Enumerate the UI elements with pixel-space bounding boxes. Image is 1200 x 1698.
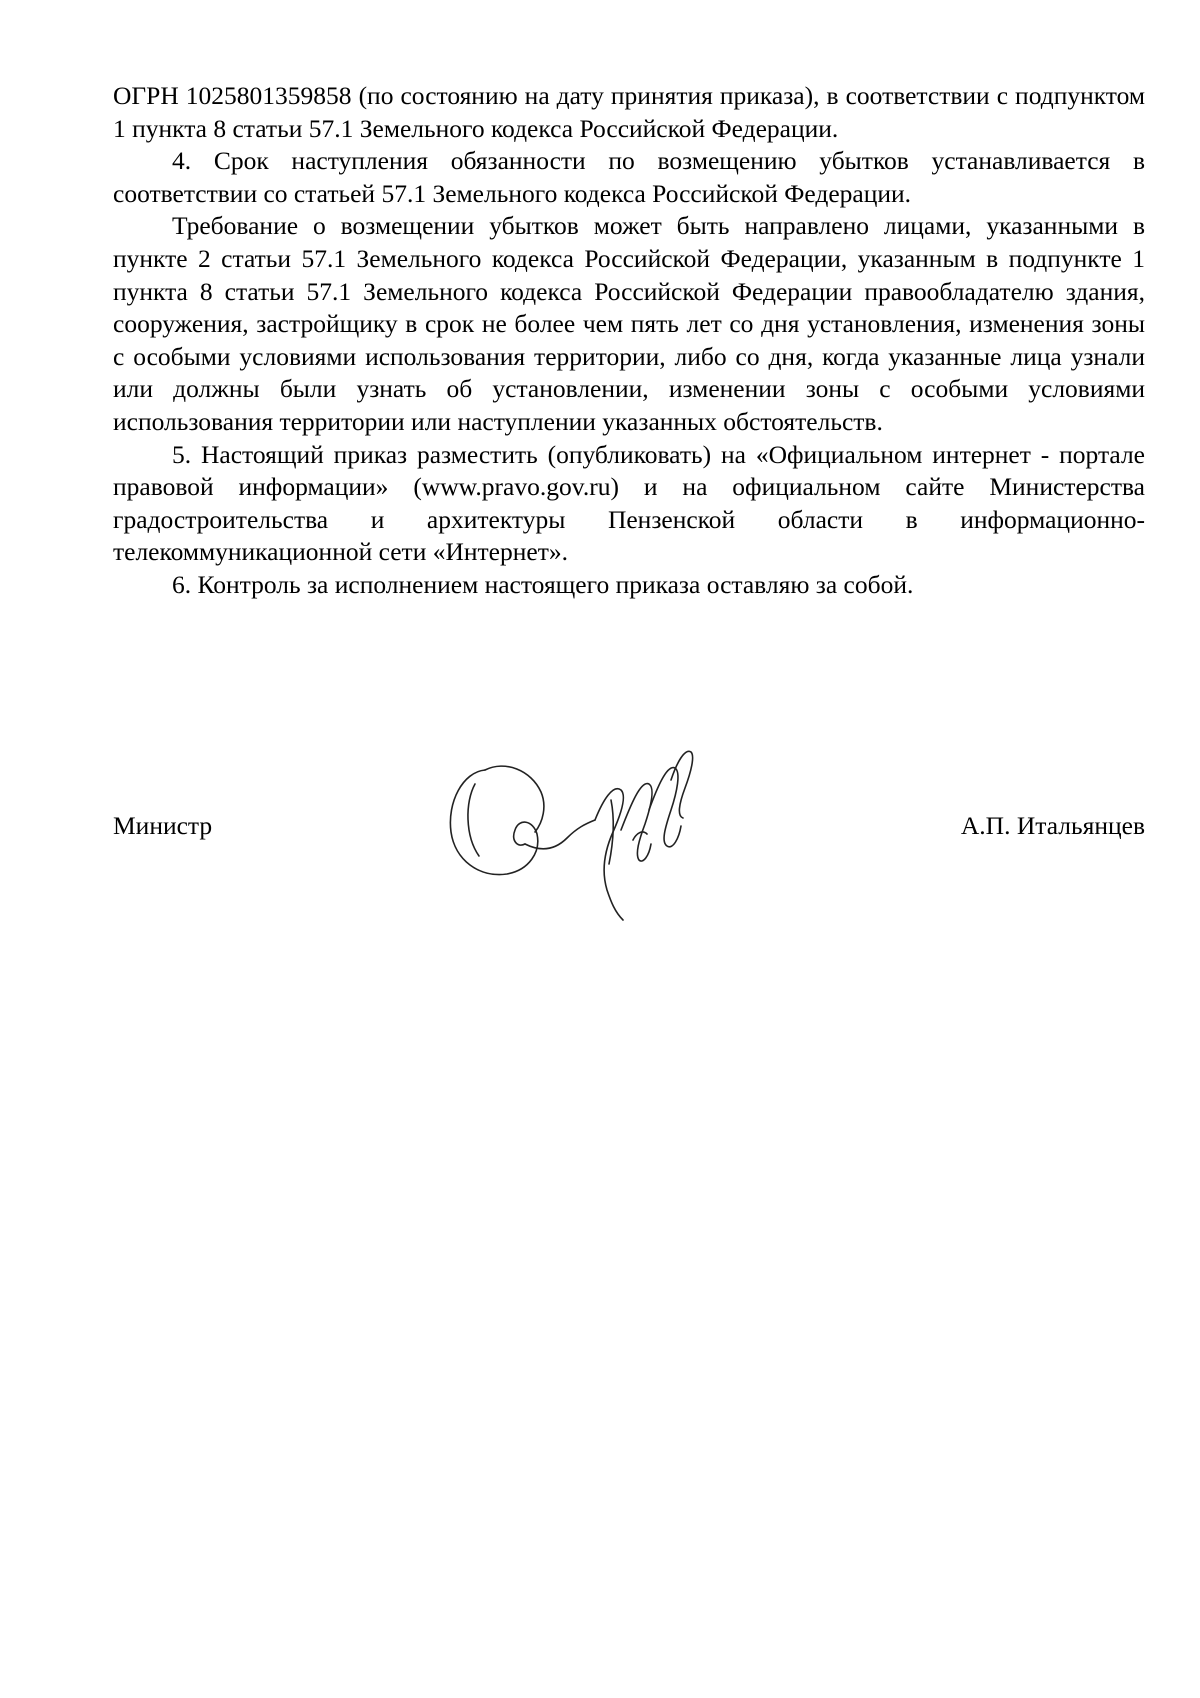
signer-name: А.П. Итальянцев — [960, 811, 1145, 840]
paragraph-ogrn: ОГРН 1025801359858 (по состоянию на дату принятия приказа), в соответствии с подпунктом 1 пункта 8 статьи 57.1 Земельного кодекса Российской Федерации. — [113, 81, 1145, 143]
paragraph-6-control: 6. Контроль за исполнением настоящего приказа оставляю за собой. — [172, 569, 914, 599]
paragraph-4-deadline: 4. Срок наступления обязанности по возмещению убытков устанавливается в соответствии со статьей 57.1 Земельного кодекса Российской Федерации. — [113, 146, 1145, 208]
signer-position: Министр — [113, 811, 213, 840]
paragraph-5-publication: 5. Настоящий приказ разместить (опубликовать) на «Официальном интернет - портале правовой информации» (www.pravo.gov.ru) и на официальном сайте Министерства градостроительства и архитектуры Пензенской области в информационно-телекоммуникационной сети «Интернет». — [113, 439, 1145, 567]
paragraph-damages-claim: Требование о возмещении убытков может быть направлено лицами, указанными в пункте 2 статьи 57.1 Земельного кодекса Российской Федерации, указанным в подпункте 1 пункта 8 статьи 57.1 Земельного кодекса Российской Федерации правообладателю здания, сооружения, застройщику в срок не более чем пять лет со дня установления, изменения зоны с особыми условиями использования территории, либо со дня, когда указанные лица узнали или должны были узнать об установлении, изменении зоны с особыми условиями использования территории или наступлении указанных обстоятельств. — [113, 211, 1145, 436]
handwritten-signature — [445, 740, 715, 925]
document-body — [113, 80, 1145, 602]
